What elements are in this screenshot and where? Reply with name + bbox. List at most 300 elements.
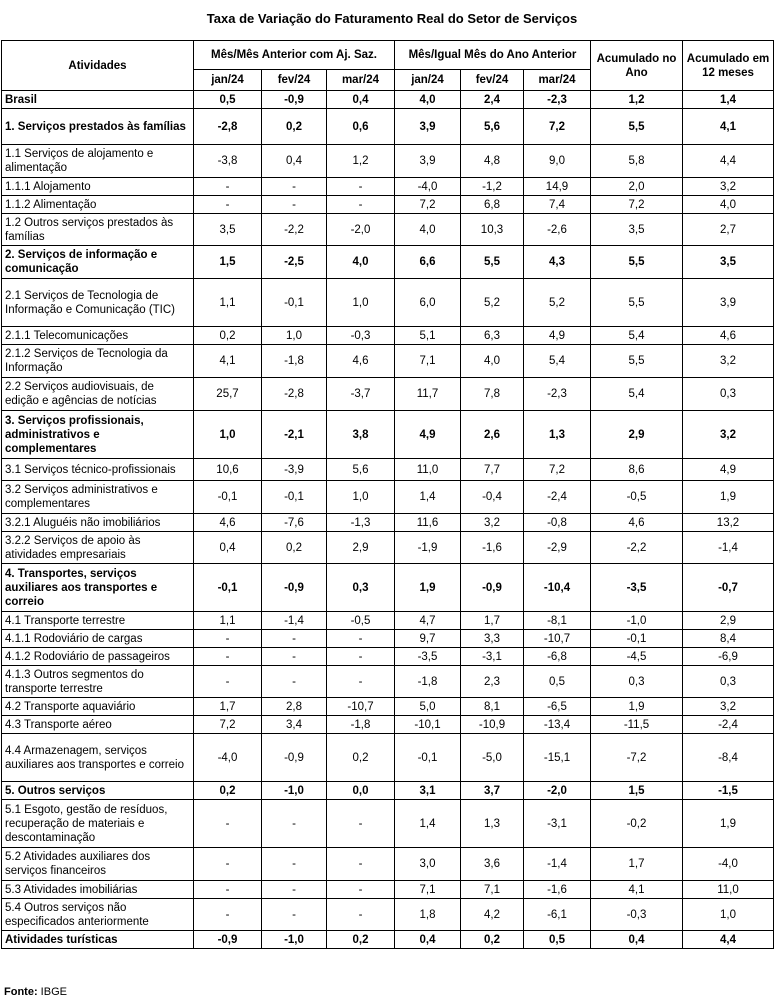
value-cell: 3,6 [461,848,524,881]
value-cell: -1,9 [395,532,461,564]
value-cell: 3,2 [683,178,774,196]
value-cell: 4,4 [683,145,774,178]
value-cell: -10,7 [524,630,591,648]
value-cell: 5,6 [327,459,395,481]
value-cell: 5,5 [591,279,683,327]
activity-label: 5.2 Atividades auxiliares dos serviços financeiros [2,848,194,881]
table-row [2,734,774,782]
value-cell: 7,8 [461,378,524,411]
value-cell: 4,1 [194,345,262,378]
source-value: IBGE [40,986,67,998]
table-row [2,782,774,800]
value-cell: 4,0 [461,345,524,378]
table-body [2,41,774,949]
value-cell: 8,6 [591,459,683,481]
value-cell: -4,0 [194,734,262,782]
value-cell: -10,7 [327,698,395,716]
value-cell: 4,9 [683,459,774,481]
value-cell: 1,9 [683,481,774,514]
value-cell: 7,2 [524,109,591,145]
value-cell: 14,9 [524,178,591,196]
value-cell: 0,2 [194,327,262,345]
value-cell: - [194,666,262,698]
value-cell: 0,2 [327,734,395,782]
value-cell: 5,6 [461,109,524,145]
table-row [2,109,774,145]
value-cell: -0,1 [194,481,262,514]
value-cell: 1,1 [194,612,262,630]
activity-label: 2. Serviços de informação e comunicação [2,246,194,279]
value-cell: -7,6 [262,514,327,532]
value-cell: - [262,800,327,848]
header-month: fev/24 [262,70,327,91]
table-row [2,481,774,514]
value-cell: -2,9 [524,532,591,564]
value-cell: - [327,178,395,196]
value-cell: - [327,196,395,214]
value-cell: 0,4 [194,532,262,564]
activity-label: 4. Transportes, serviços auxiliares aos transportes e correio [2,564,194,612]
activity-label: 3. Serviços profissionais, administrativos e complementares [2,411,194,459]
activity-label: 3.2.2 Serviços de apoio às atividades empresariais [2,532,194,564]
value-cell: 0,5 [524,666,591,698]
value-cell: 2,3 [461,666,524,698]
value-cell: -0,9 [262,564,327,612]
table-row [2,345,774,378]
table-row [2,630,774,648]
value-cell: 1,9 [395,564,461,612]
value-cell: 6,8 [461,196,524,214]
activity-label: 4.3 Transporte aéreo [2,716,194,734]
header-group-mom: Mês/Mês Anterior com Aj. Saz. [194,41,395,70]
value-cell: 0,3 [591,666,683,698]
value-cell: 2,6 [461,411,524,459]
value-cell: 1,9 [591,698,683,716]
value-cell: 1,2 [591,91,683,109]
table-row [2,648,774,666]
value-cell: - [262,881,327,899]
value-cell: 2,9 [327,532,395,564]
value-cell: 1,5 [194,246,262,279]
value-cell: 5,5 [591,246,683,279]
table-row [2,327,774,345]
value-cell: 1,0 [194,411,262,459]
value-cell: 3,1 [395,782,461,800]
value-cell: -3,5 [591,564,683,612]
value-cell: 0,0 [327,782,395,800]
activity-label: 5.1 Esgoto, gestão de resíduos, recuperação de materiais e descontaminação [2,800,194,848]
value-cell: -3,9 [262,459,327,481]
value-cell: -2,2 [262,214,327,246]
value-cell: - [327,881,395,899]
value-cell: -0,9 [262,734,327,782]
value-cell: 3,5 [194,214,262,246]
value-cell: -0,1 [194,564,262,612]
activity-label: 1.1.2 Alimentação [2,196,194,214]
value-cell: 10,6 [194,459,262,481]
value-cell: 6,6 [395,246,461,279]
value-cell: 1,0 [683,899,774,931]
value-cell: 25,7 [194,378,262,411]
activity-label: Brasil [2,91,194,109]
table-row [2,145,774,178]
value-cell: - [194,800,262,848]
value-cell: -13,4 [524,716,591,734]
value-cell: -0,5 [591,481,683,514]
header-month: jan/24 [194,70,262,91]
value-cell: 7,2 [591,196,683,214]
activity-label: 4.4 Armazenagem, serviços auxiliares aos transportes e correio [2,734,194,782]
value-cell: 3,8 [327,411,395,459]
value-cell: 0,2 [194,782,262,800]
value-cell: 2,8 [262,698,327,716]
value-cell: -10,4 [524,564,591,612]
table-row [2,899,774,931]
value-cell: 4,4 [683,931,774,949]
value-cell: 0,3 [683,378,774,411]
value-cell: 5,5 [591,345,683,378]
value-cell: 4,0 [683,196,774,214]
activity-label: Atividades turísticas [2,931,194,949]
table-row [2,532,774,564]
value-cell: 3,9 [395,145,461,178]
value-cell: 3,9 [683,279,774,327]
value-cell: - [262,178,327,196]
activity-label: 4.1.2 Rodoviário de passageiros [2,648,194,666]
value-cell: -4,0 [395,178,461,196]
value-cell: 7,7 [461,459,524,481]
value-cell: 4,6 [327,345,395,378]
value-cell: -6,1 [524,899,591,931]
header-month: fev/24 [461,70,524,91]
value-cell: 7,4 [524,196,591,214]
value-cell: -0,2 [591,800,683,848]
value-cell: 9,7 [395,630,461,648]
table-row [2,246,774,279]
value-cell: 11,6 [395,514,461,532]
value-cell: -2,8 [262,378,327,411]
value-cell: 0,5 [194,91,262,109]
value-cell: -6,9 [683,648,774,666]
table-row [2,716,774,734]
value-cell: 1,1 [194,279,262,327]
value-cell: 1,7 [591,848,683,881]
value-cell: 4,3 [524,246,591,279]
value-cell: 7,1 [395,881,461,899]
value-cell: -2,4 [683,716,774,734]
table-row [2,564,774,612]
value-cell: - [262,648,327,666]
value-cell: -2,8 [194,109,262,145]
value-cell: 7,1 [395,345,461,378]
value-cell: - [194,630,262,648]
value-cell: - [327,666,395,698]
value-cell: -0,1 [262,481,327,514]
activity-label: 2.2 Serviços audiovisuais, de edição e agências de notícias [2,378,194,411]
value-cell: 4,0 [327,246,395,279]
value-cell: 0,6 [327,109,395,145]
value-cell: 0,4 [262,145,327,178]
activity-label: 1. Serviços prestados às famílias [2,109,194,145]
value-cell: 1,4 [395,800,461,848]
value-cell: -0,9 [194,931,262,949]
value-cell: 1,7 [461,612,524,630]
value-cell: -1,2 [461,178,524,196]
table-row [2,800,774,848]
value-cell: 4,2 [461,899,524,931]
value-cell: - [262,630,327,648]
table-row [2,196,774,214]
value-cell: 3,2 [683,698,774,716]
activity-label: 4.1.1 Rodoviário de cargas [2,630,194,648]
value-cell: 3,9 [395,109,461,145]
value-cell: 5,2 [524,279,591,327]
value-cell: -1,0 [262,931,327,949]
table-row [2,698,774,716]
value-cell: 0,3 [327,564,395,612]
activity-label: 5.4 Outros serviços não especificados anteriormente [2,899,194,931]
value-cell: -2,1 [262,411,327,459]
value-cell: 11,0 [395,459,461,481]
value-cell: -2,6 [524,214,591,246]
value-cell: 13,2 [683,514,774,532]
activity-label: 5.3 Atividades imobiliárias [2,881,194,899]
value-cell: 1,9 [683,800,774,848]
value-cell: 5,4 [591,378,683,411]
value-cell: 1,0 [327,481,395,514]
value-cell: 1,2 [327,145,395,178]
value-cell: 3,0 [395,848,461,881]
value-cell: - [194,899,262,931]
value-cell: -3,5 [395,648,461,666]
value-cell: 3,7 [461,782,524,800]
value-cell: 5,2 [461,279,524,327]
activity-label: 4.1.3 Outros segmentos do transporte terrestre [2,666,194,698]
value-cell: 6,0 [395,279,461,327]
activity-label: 3.2 Serviços administrativos e complementares [2,481,194,514]
value-cell: -4,0 [683,848,774,881]
value-cell: -5,0 [461,734,524,782]
value-cell: 2,9 [683,612,774,630]
value-cell: 9,0 [524,145,591,178]
value-cell: -11,5 [591,716,683,734]
value-cell: - [194,196,262,214]
value-cell: -1,6 [524,881,591,899]
value-cell: 3,4 [262,716,327,734]
value-cell: 1,3 [461,800,524,848]
value-cell: 3,2 [683,411,774,459]
value-cell: 4,1 [591,881,683,899]
value-cell: 7,2 [194,716,262,734]
value-cell: - [327,800,395,848]
value-cell: -0,9 [461,564,524,612]
value-cell: -0,4 [461,481,524,514]
value-cell: 0,5 [524,931,591,949]
table-row [2,931,774,949]
activity-label: 5. Outros serviços [2,782,194,800]
activity-label: 3.2.1 Aluguéis não imobiliários [2,514,194,532]
value-cell: -2,3 [524,378,591,411]
value-cell: -2,3 [524,91,591,109]
value-cell: -0,1 [262,279,327,327]
value-cell: 4,6 [194,514,262,532]
table-row [2,848,774,881]
header-ytd: Acumulado no Ano [591,41,683,91]
value-cell: 0,2 [327,931,395,949]
activity-label: 2.1 Serviços de Tecnologia de Informação e Comunicação (TIC) [2,279,194,327]
value-cell: -2,0 [327,214,395,246]
value-cell: 0,2 [262,109,327,145]
header-row-groups [2,41,774,70]
value-cell: 1,0 [262,327,327,345]
value-cell: -0,1 [591,630,683,648]
value-cell: -1,5 [683,782,774,800]
value-cell: -0,3 [327,327,395,345]
value-cell: -15,1 [524,734,591,782]
table-row [2,666,774,698]
value-cell: 5,5 [591,109,683,145]
value-cell: -6,8 [524,648,591,666]
value-cell: 3,2 [461,514,524,532]
value-cell: 4,9 [524,327,591,345]
activity-label: 4.2 Transporte aquaviário [2,698,194,716]
value-cell: -2,2 [591,532,683,564]
value-cell: -1,4 [262,612,327,630]
value-cell: -0,9 [262,91,327,109]
activity-label: 4.1 Transporte terrestre [2,612,194,630]
activity-label: 1.1 Serviços de alojamento e alimentação [2,145,194,178]
value-cell: 4,0 [395,91,461,109]
value-cell: -1,4 [524,848,591,881]
value-cell: 4,7 [395,612,461,630]
value-cell: 5,4 [524,345,591,378]
value-cell: 4,6 [591,514,683,532]
value-cell: 7,2 [395,196,461,214]
value-cell: 8,4 [683,630,774,648]
value-cell: -0,7 [683,564,774,612]
value-cell: 1,4 [395,481,461,514]
value-cell: 4,6 [683,327,774,345]
value-cell: -3,8 [194,145,262,178]
value-cell: -1,8 [262,345,327,378]
value-cell: 2,9 [591,411,683,459]
value-cell: - [194,178,262,196]
value-cell: - [327,848,395,881]
table-row [2,279,774,327]
value-cell: -4,5 [591,648,683,666]
value-cell: 0,2 [461,931,524,949]
value-cell: 5,4 [591,327,683,345]
header-month: mar/24 [327,70,395,91]
value-cell: - [194,848,262,881]
header-activities: Atividades [2,41,194,91]
value-cell: 0,4 [327,91,395,109]
value-cell: -1,3 [327,514,395,532]
value-cell: 6,3 [461,327,524,345]
source-note [4,986,67,998]
value-cell: 7,2 [524,459,591,481]
value-cell: -0,3 [591,899,683,931]
value-cell: -0,8 [524,514,591,532]
value-cell: -1,8 [327,716,395,734]
value-cell: 5,1 [395,327,461,345]
value-cell: 5,0 [395,698,461,716]
value-cell: 5,5 [461,246,524,279]
value-cell: -1,8 [395,666,461,698]
value-cell: 11,7 [395,378,461,411]
value-cell: -10,9 [461,716,524,734]
table-row [2,378,774,411]
value-cell: -8,1 [524,612,591,630]
value-cell: 0,3 [683,666,774,698]
value-cell: -1,6 [461,532,524,564]
value-cell: 1,5 [591,782,683,800]
value-cell: 3,3 [461,630,524,648]
value-cell: -2,0 [524,782,591,800]
value-cell: - [327,630,395,648]
source-label: Fonte: [4,986,38,998]
value-cell: 1,4 [683,91,774,109]
value-cell: -10,1 [395,716,461,734]
value-cell: -3,1 [461,648,524,666]
header-month: jan/24 [395,70,461,91]
value-cell: 1,7 [194,698,262,716]
services-table [1,40,774,949]
value-cell: 1,3 [524,411,591,459]
value-cell: - [262,899,327,931]
table-row [2,91,774,109]
value-cell: -3,1 [524,800,591,848]
value-cell: 3,2 [683,345,774,378]
value-cell: -1,0 [262,782,327,800]
value-cell: -0,1 [395,734,461,782]
table-row [2,881,774,899]
header-twelve-months: Acumulado em 12 meses [683,41,774,91]
activity-label: 2.1.2 Serviços de Tecnologia da Informação [2,345,194,378]
table-row [2,411,774,459]
value-cell: - [194,648,262,666]
value-cell: 2,0 [591,178,683,196]
value-cell: -2,4 [524,481,591,514]
value-cell: -1,4 [683,532,774,564]
value-cell: -1,0 [591,612,683,630]
value-cell: -0,5 [327,612,395,630]
value-cell: 4,1 [683,109,774,145]
value-cell: -8,4 [683,734,774,782]
value-cell: - [327,899,395,931]
value-cell: 8,1 [461,698,524,716]
value-cell: -6,5 [524,698,591,716]
value-cell: 11,0 [683,881,774,899]
activity-label: 1.2 Outros serviços prestados às famílias [2,214,194,246]
header-group-yoy: Mês/Igual Mês do Ano Anterior [395,41,591,70]
value-cell: - [194,881,262,899]
activity-label: 1.1.1 Alojamento [2,178,194,196]
value-cell: 1,8 [395,899,461,931]
value-cell: - [327,648,395,666]
value-cell: 3,5 [683,246,774,279]
table-row [2,459,774,481]
value-cell: -2,5 [262,246,327,279]
value-cell: 10,3 [461,214,524,246]
value-cell: - [262,196,327,214]
value-cell: 7,1 [461,881,524,899]
table-row [2,612,774,630]
table-row [2,178,774,196]
value-cell: 0,4 [395,931,461,949]
value-cell: 4,9 [395,411,461,459]
value-cell: - [262,848,327,881]
